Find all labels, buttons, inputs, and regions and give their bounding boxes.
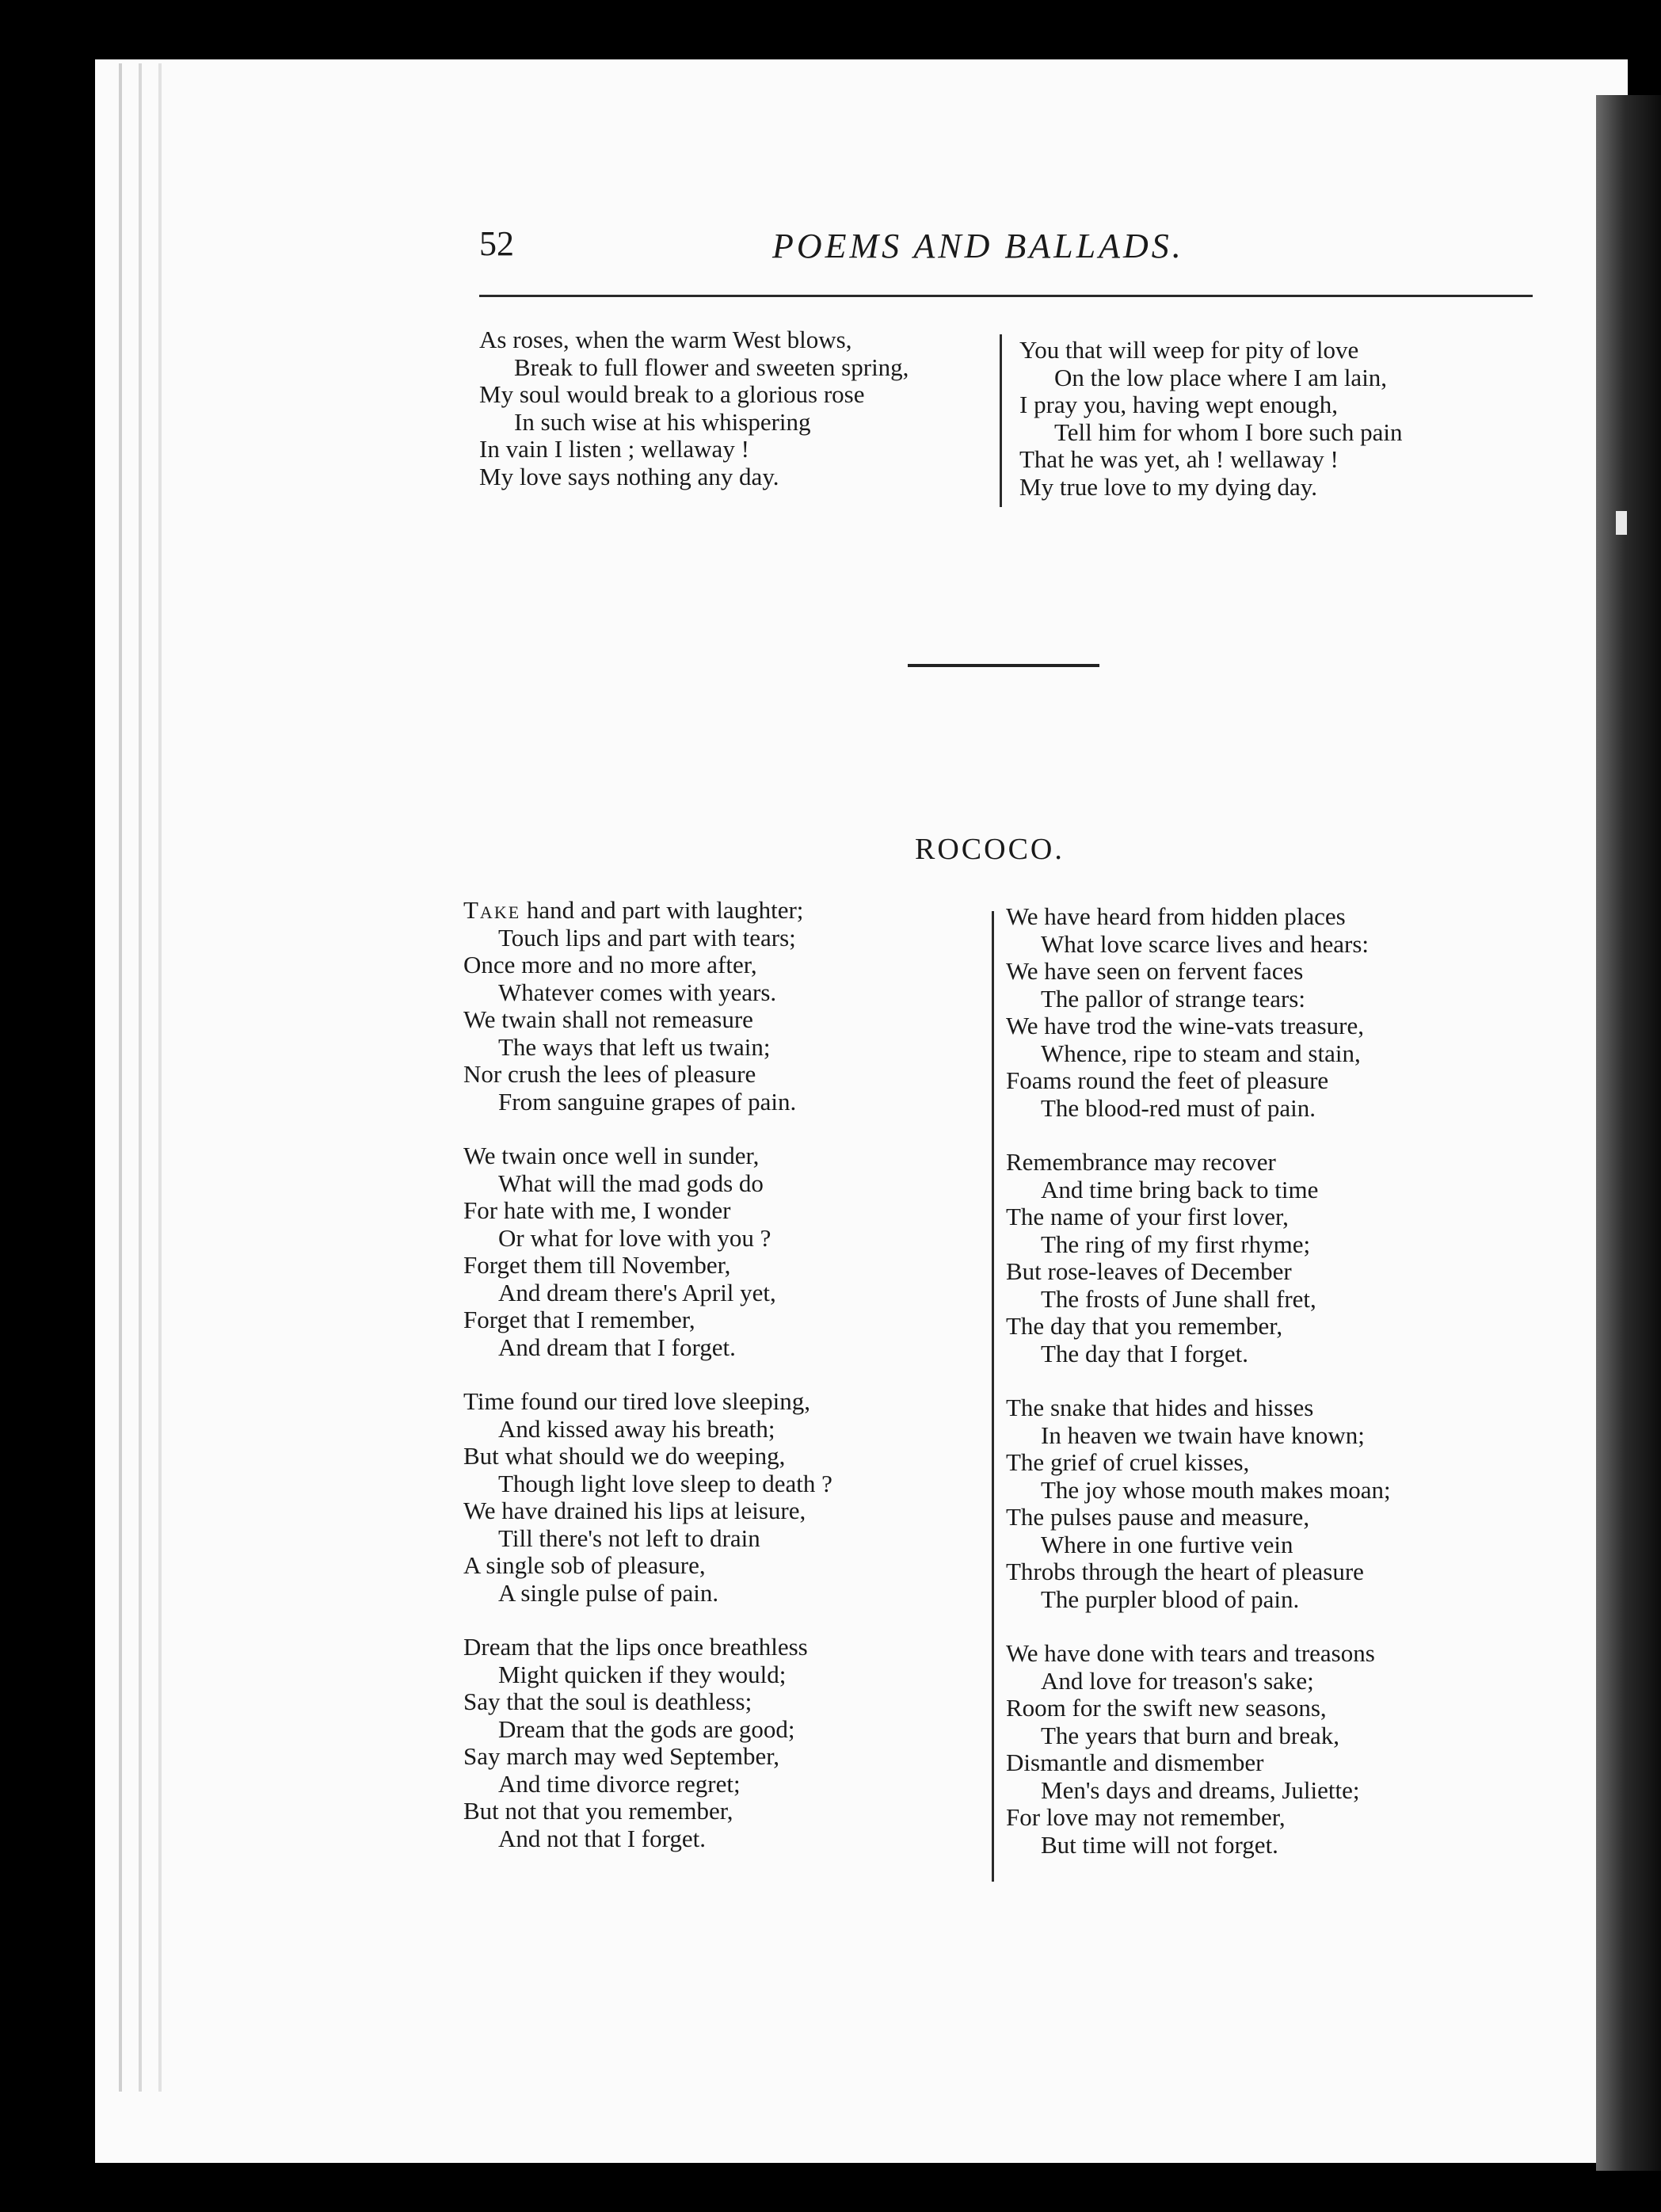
verse-line: The snake that hides and hisses	[1006, 1394, 1314, 1421]
verse-line: Dream that the lips once breathless	[463, 1633, 808, 1661]
verse-line: From sanguine grapes of pain.	[498, 1087, 797, 1116]
verse-line: Till there's not left to drain	[498, 1524, 760, 1552]
header-rule	[479, 295, 1533, 297]
stanza	[1006, 1640, 1391, 1859]
verse-line: The day that I forget.	[1041, 1339, 1248, 1367]
verse-line: What love scarce lives and hears:	[1041, 929, 1370, 958]
verse-line: And kissed away his breath;	[498, 1414, 775, 1443]
verse-line: But what should we do weeping,	[463, 1442, 786, 1470]
verse-line: In vain I listen ; wellaway !	[479, 435, 749, 463]
verse-line: We twain once well in sunder,	[463, 1142, 760, 1169]
verse-line: For hate with me, I wonder	[463, 1196, 731, 1224]
poem-right-column	[1006, 903, 1391, 1886]
verse-line: Dream that the gods are good;	[498, 1714, 795, 1743]
verse-line: Foams round the feet of pleasure	[1006, 1066, 1329, 1094]
verse-line: Where in one furtive vein	[1041, 1530, 1293, 1558]
verse-line: A single pulse of pain.	[498, 1578, 719, 1607]
stanza	[463, 1142, 832, 1361]
verse-line: For love may not remember,	[1006, 1803, 1286, 1831]
verse-line: Nor crush the lees of pleasure	[463, 1060, 756, 1088]
verse-line: My love says nothing any day.	[479, 462, 779, 490]
verse-line: We have drained his lips at leisure,	[463, 1497, 806, 1524]
verse-line: And time bring back to time	[1041, 1175, 1319, 1203]
verse-line: Time found our tired love sleeping,	[463, 1387, 810, 1415]
poem-title: ROCOCO.	[915, 833, 1065, 866]
verse-line: Say that the soul is deathless;	[463, 1688, 752, 1715]
verse-line: Whence, ripe to steam and stain,	[1041, 1039, 1361, 1067]
verse-line: You that will weep for pity of love	[1019, 336, 1359, 364]
verse-line: Might quicken if they would;	[498, 1660, 787, 1688]
verse-line: Remembrance may recover	[1006, 1148, 1276, 1176]
column-divider	[1000, 334, 1002, 507]
stanza	[1006, 1394, 1391, 1613]
verse-line: Once more and no more after,	[463, 951, 757, 978]
verse-line: Break to full flower and sweeten spring,	[514, 353, 909, 381]
verse-line: The ring of my first rhyme;	[1041, 1230, 1311, 1258]
verse-line: We have heard from hidden places	[1006, 902, 1346, 930]
verse-line: But rose-leaves of December	[1006, 1257, 1292, 1285]
column-divider	[992, 911, 994, 1882]
verse-line: That he was yet, ah ! wellaway !	[1019, 445, 1339, 473]
previous-poem-left-column	[479, 326, 909, 490]
verse-line: The frosts of June shall fret,	[1041, 1284, 1316, 1313]
verse-line: Dismantle and dismember	[1006, 1749, 1264, 1776]
verse-line: The name of your first lover,	[1006, 1203, 1289, 1230]
verse-line: Men's days and dreams, Juliette;	[1041, 1775, 1360, 1804]
verse-line: The pulses pause and measure,	[1006, 1503, 1310, 1531]
verse-line: I pray you, having wept enough,	[1019, 391, 1339, 418]
poem-left-column	[463, 897, 832, 1879]
verse-line: The day that you remember,	[1006, 1312, 1283, 1340]
stanza	[463, 897, 832, 1116]
verse-line: We have seen on fervent faces	[1006, 957, 1304, 985]
verse-line: The joy whose mouth makes moan;	[1041, 1475, 1391, 1504]
page-edge	[119, 63, 122, 2092]
verse-line: And love for treason's sake;	[1041, 1666, 1314, 1695]
stanza	[463, 1634, 832, 1852]
verse-line: Forget them till November,	[463, 1251, 731, 1279]
verse-line: Room for the swift new seasons,	[1006, 1694, 1327, 1722]
verse-line: We twain shall not remeasure	[463, 1005, 753, 1033]
verse-line: And time divorce regret;	[498, 1769, 741, 1798]
verse-line: But not that you remember,	[463, 1797, 733, 1825]
gutter-notch	[1616, 511, 1627, 535]
stanza	[1006, 1149, 1391, 1367]
verse-line: The years that burn and break,	[1041, 1721, 1340, 1749]
verse-line: Forget that I remember,	[463, 1306, 695, 1333]
verse-line: The blood-red must of pain.	[1041, 1093, 1316, 1122]
verse-line: Say march may wed September,	[463, 1742, 780, 1770]
page-edge	[139, 63, 142, 2092]
verse-line: The grief of cruel kisses,	[1006, 1448, 1250, 1476]
verse-line: The pallor of strange tears:	[1041, 984, 1305, 1013]
section-divider	[908, 664, 1099, 667]
verse-line: Throbs through the heart of pleasure	[1006, 1558, 1364, 1585]
verse-line: We have trod the wine-vats treasure,	[1006, 1012, 1364, 1039]
verse-line: And dream there's April yet,	[498, 1278, 776, 1306]
verse-line: A single sob of pleasure,	[463, 1551, 706, 1579]
stanza	[1006, 903, 1391, 1122]
verse-line: And not that I forget.	[498, 1824, 707, 1852]
binding-gutter	[1596, 95, 1661, 2171]
stanza	[463, 1388, 832, 1607]
page-edge	[158, 63, 162, 2092]
verse-line: Though light love sleep to death ?	[498, 1469, 832, 1497]
verse-line: We have done with tears and treasons	[1006, 1639, 1375, 1667]
verse-line: Tell him for whom I bore such pain	[1054, 418, 1403, 446]
verse-line: What will the mad gods do	[498, 1169, 764, 1197]
verse-line: The ways that left us twain;	[498, 1032, 771, 1061]
verse-line: On the low place where I am lain,	[1054, 363, 1388, 391]
verse-line: My true love to my dying day.	[1019, 472, 1317, 501]
page-number: 52	[479, 224, 514, 263]
verse-line: Or what for love with you ?	[498, 1223, 771, 1252]
verse-line: Whatever comes with years.	[498, 978, 777, 1006]
verse-line: The purpler blood of pain.	[1041, 1585, 1300, 1613]
previous-poem-right-column	[1019, 337, 1402, 501]
verse-line: And dream that I forget.	[498, 1333, 736, 1361]
verse-line: In heaven we twain have known;	[1041, 1421, 1365, 1449]
verse-line: As roses, when the warm West blows,	[479, 326, 852, 353]
verse-line: Touch lips and part with tears;	[498, 923, 796, 952]
verse-line: My soul would break to a glorious rose	[479, 380, 865, 408]
verse-line: But time will not forget.	[1041, 1830, 1278, 1859]
verse-line: In such wise at his whispering	[514, 407, 811, 436]
verse-line: Take hand and part with laughter;	[463, 896, 804, 924]
running-title: POEMS AND BALLADS.	[772, 227, 1184, 265]
